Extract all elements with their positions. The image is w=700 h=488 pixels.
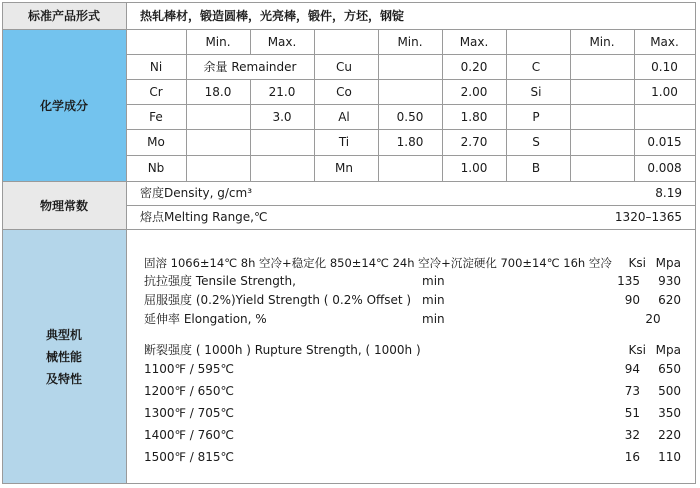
composition-max-value: 1.00	[460, 161, 488, 175]
density-value: 8.19	[655, 186, 682, 200]
composition-label: 化学成分	[39, 98, 88, 113]
rupture-mpa: 500	[658, 384, 681, 398]
composition-remainder: 余量 Remainder	[203, 60, 297, 74]
melting-range-label: 熔点Melting Range,℃	[140, 210, 268, 224]
tensile-ksi: 135	[617, 274, 640, 288]
product-form-label: 标准产品形式	[27, 9, 100, 23]
element-symbol: Cu	[336, 60, 352, 74]
tensile-qualifier: min	[422, 274, 445, 288]
composition-max-value: 1.80	[460, 110, 488, 124]
tensile-mpa: 930	[658, 274, 681, 288]
melting-range-value: 1320–1365	[614, 210, 682, 224]
row-divider	[126, 205, 696, 206]
element-symbol: Ni	[149, 60, 163, 74]
mechanical-label-line-2: 械性能	[45, 349, 82, 364]
column-divider	[186, 29, 187, 181]
composition-max-value: 2.00	[460, 85, 488, 99]
row-divider	[126, 129, 696, 130]
mechanical-label-line-3: 及特性	[45, 371, 82, 386]
element-symbol: B	[531, 161, 541, 175]
rupture-ksi: 32	[624, 428, 640, 442]
yield-strength-label: 屈服强度 (0.2%)Yield Strength ( 0.2% Offset )	[144, 293, 412, 307]
composition-min-value: 18.0	[204, 85, 232, 99]
table-right-border	[695, 2, 696, 484]
rupture-temperature: 1500℉ / 815℃	[144, 450, 235, 464]
elongation-qualifier: min	[422, 312, 445, 326]
element-symbol: Co	[336, 85, 352, 99]
header-max: Max.	[267, 35, 297, 49]
density-label: 密度Density, g/cm³	[140, 186, 253, 200]
element-symbol: Fe	[149, 110, 163, 124]
tensile-strength-label: 抗拉强度 Tensile Strength,	[144, 274, 296, 288]
header-min: Min.	[589, 35, 615, 49]
header-min: Min.	[397, 35, 423, 49]
table-bottom-border	[2, 483, 696, 484]
row-divider	[126, 54, 696, 55]
composition-max-value: 21.0	[268, 85, 296, 99]
product-form-label-cell	[2, 2, 126, 29]
composition-label-cell	[2, 29, 126, 181]
composition-max-value: 0.008	[647, 161, 682, 175]
row-divider	[2, 181, 696, 182]
composition-max-value: 2.70	[460, 135, 488, 149]
rupture-mpa: 220	[658, 428, 681, 442]
physical-label-cell	[2, 181, 126, 229]
header-min: Min.	[205, 35, 231, 49]
rupture-temperature: 1100℉ / 595℃	[144, 362, 235, 376]
rupture-ksi: 73	[624, 384, 640, 398]
unit-ksi: Ksi	[628, 256, 646, 270]
composition-max-value: 1.00	[651, 85, 678, 99]
yield-qualifier: min	[422, 293, 445, 307]
element-symbol: P	[532, 110, 540, 124]
element-symbol: C	[531, 60, 541, 74]
rupture-mpa: 350	[658, 406, 681, 420]
rupture-temperature: 1300℉ / 705℃	[144, 406, 235, 420]
header-max: Max.	[459, 35, 489, 49]
mechanical-label-line-1: 典型机	[45, 327, 82, 342]
element-symbol: S	[532, 135, 540, 149]
rupture-temperature: 1200℉ / 650℃	[144, 384, 235, 398]
composition-max-value: 0.015	[647, 135, 682, 149]
row-divider	[2, 229, 696, 230]
unit-mpa: Mpa	[655, 343, 681, 357]
row-divider	[126, 79, 696, 80]
element-symbol: Mn	[335, 161, 353, 175]
rupture-mpa: 650	[658, 362, 681, 376]
row-divider	[2, 29, 696, 30]
table-left-border	[2, 2, 3, 484]
heat-treatment-text: 固溶 1066±14℃ 8h 空冷+稳定化 850±14℃ 24h 空冷+沉淀硬化 700±14℃ 16h 空冷	[144, 256, 612, 270]
column-divider	[378, 29, 379, 181]
physical-label: 物理常数	[39, 198, 88, 213]
alloy-datasheet-table	[2, 2, 696, 484]
rupture-ksi: 51	[624, 406, 640, 420]
unit-mpa: Mpa	[655, 256, 681, 270]
elongation-label: 延伸率 Elongation, %	[144, 312, 267, 326]
composition-min-value: 0.50	[396, 110, 424, 124]
rupture-strength-title: 断裂强度 ( 1000h ) Rupture Strength, ( 1000h )	[144, 343, 421, 357]
table-top-border	[2, 2, 696, 3]
column-divider	[506, 29, 507, 181]
element-symbol: Si	[530, 85, 542, 99]
rupture-mpa: 110	[658, 450, 681, 464]
mechanical-label-cell	[2, 229, 126, 484]
composition-max-value: 3.0	[272, 110, 292, 124]
yield-ksi: 90	[624, 293, 640, 307]
rupture-ksi: 16	[624, 450, 640, 464]
rupture-ksi: 94	[624, 362, 640, 376]
column-divider	[570, 29, 571, 181]
element-symbol: Cr	[149, 85, 163, 99]
column-divider	[634, 29, 635, 181]
column-divider	[314, 29, 315, 181]
element-symbol: Ti	[338, 135, 350, 149]
header-max: Max.	[650, 35, 679, 49]
composition-max-value: 0.20	[460, 60, 488, 74]
elongation-value: 20	[645, 312, 661, 326]
row-divider	[126, 104, 696, 105]
rupture-temperature: 1400℉ / 760℃	[144, 428, 235, 442]
row-divider	[126, 155, 696, 156]
composition-max-value: 0.10	[651, 60, 678, 74]
composition-min-value: 1.80	[396, 135, 424, 149]
element-symbol: Nb	[147, 161, 165, 175]
element-symbol: Al	[338, 110, 350, 124]
element-symbol: Mo	[147, 135, 165, 149]
column-divider	[442, 29, 443, 181]
product-form-value: 热轧棒材，锻造圆棒，光亮棒，锻件，方坯，钢锭	[140, 9, 405, 23]
yield-mpa: 620	[658, 293, 681, 307]
unit-ksi: Ksi	[628, 343, 646, 357]
